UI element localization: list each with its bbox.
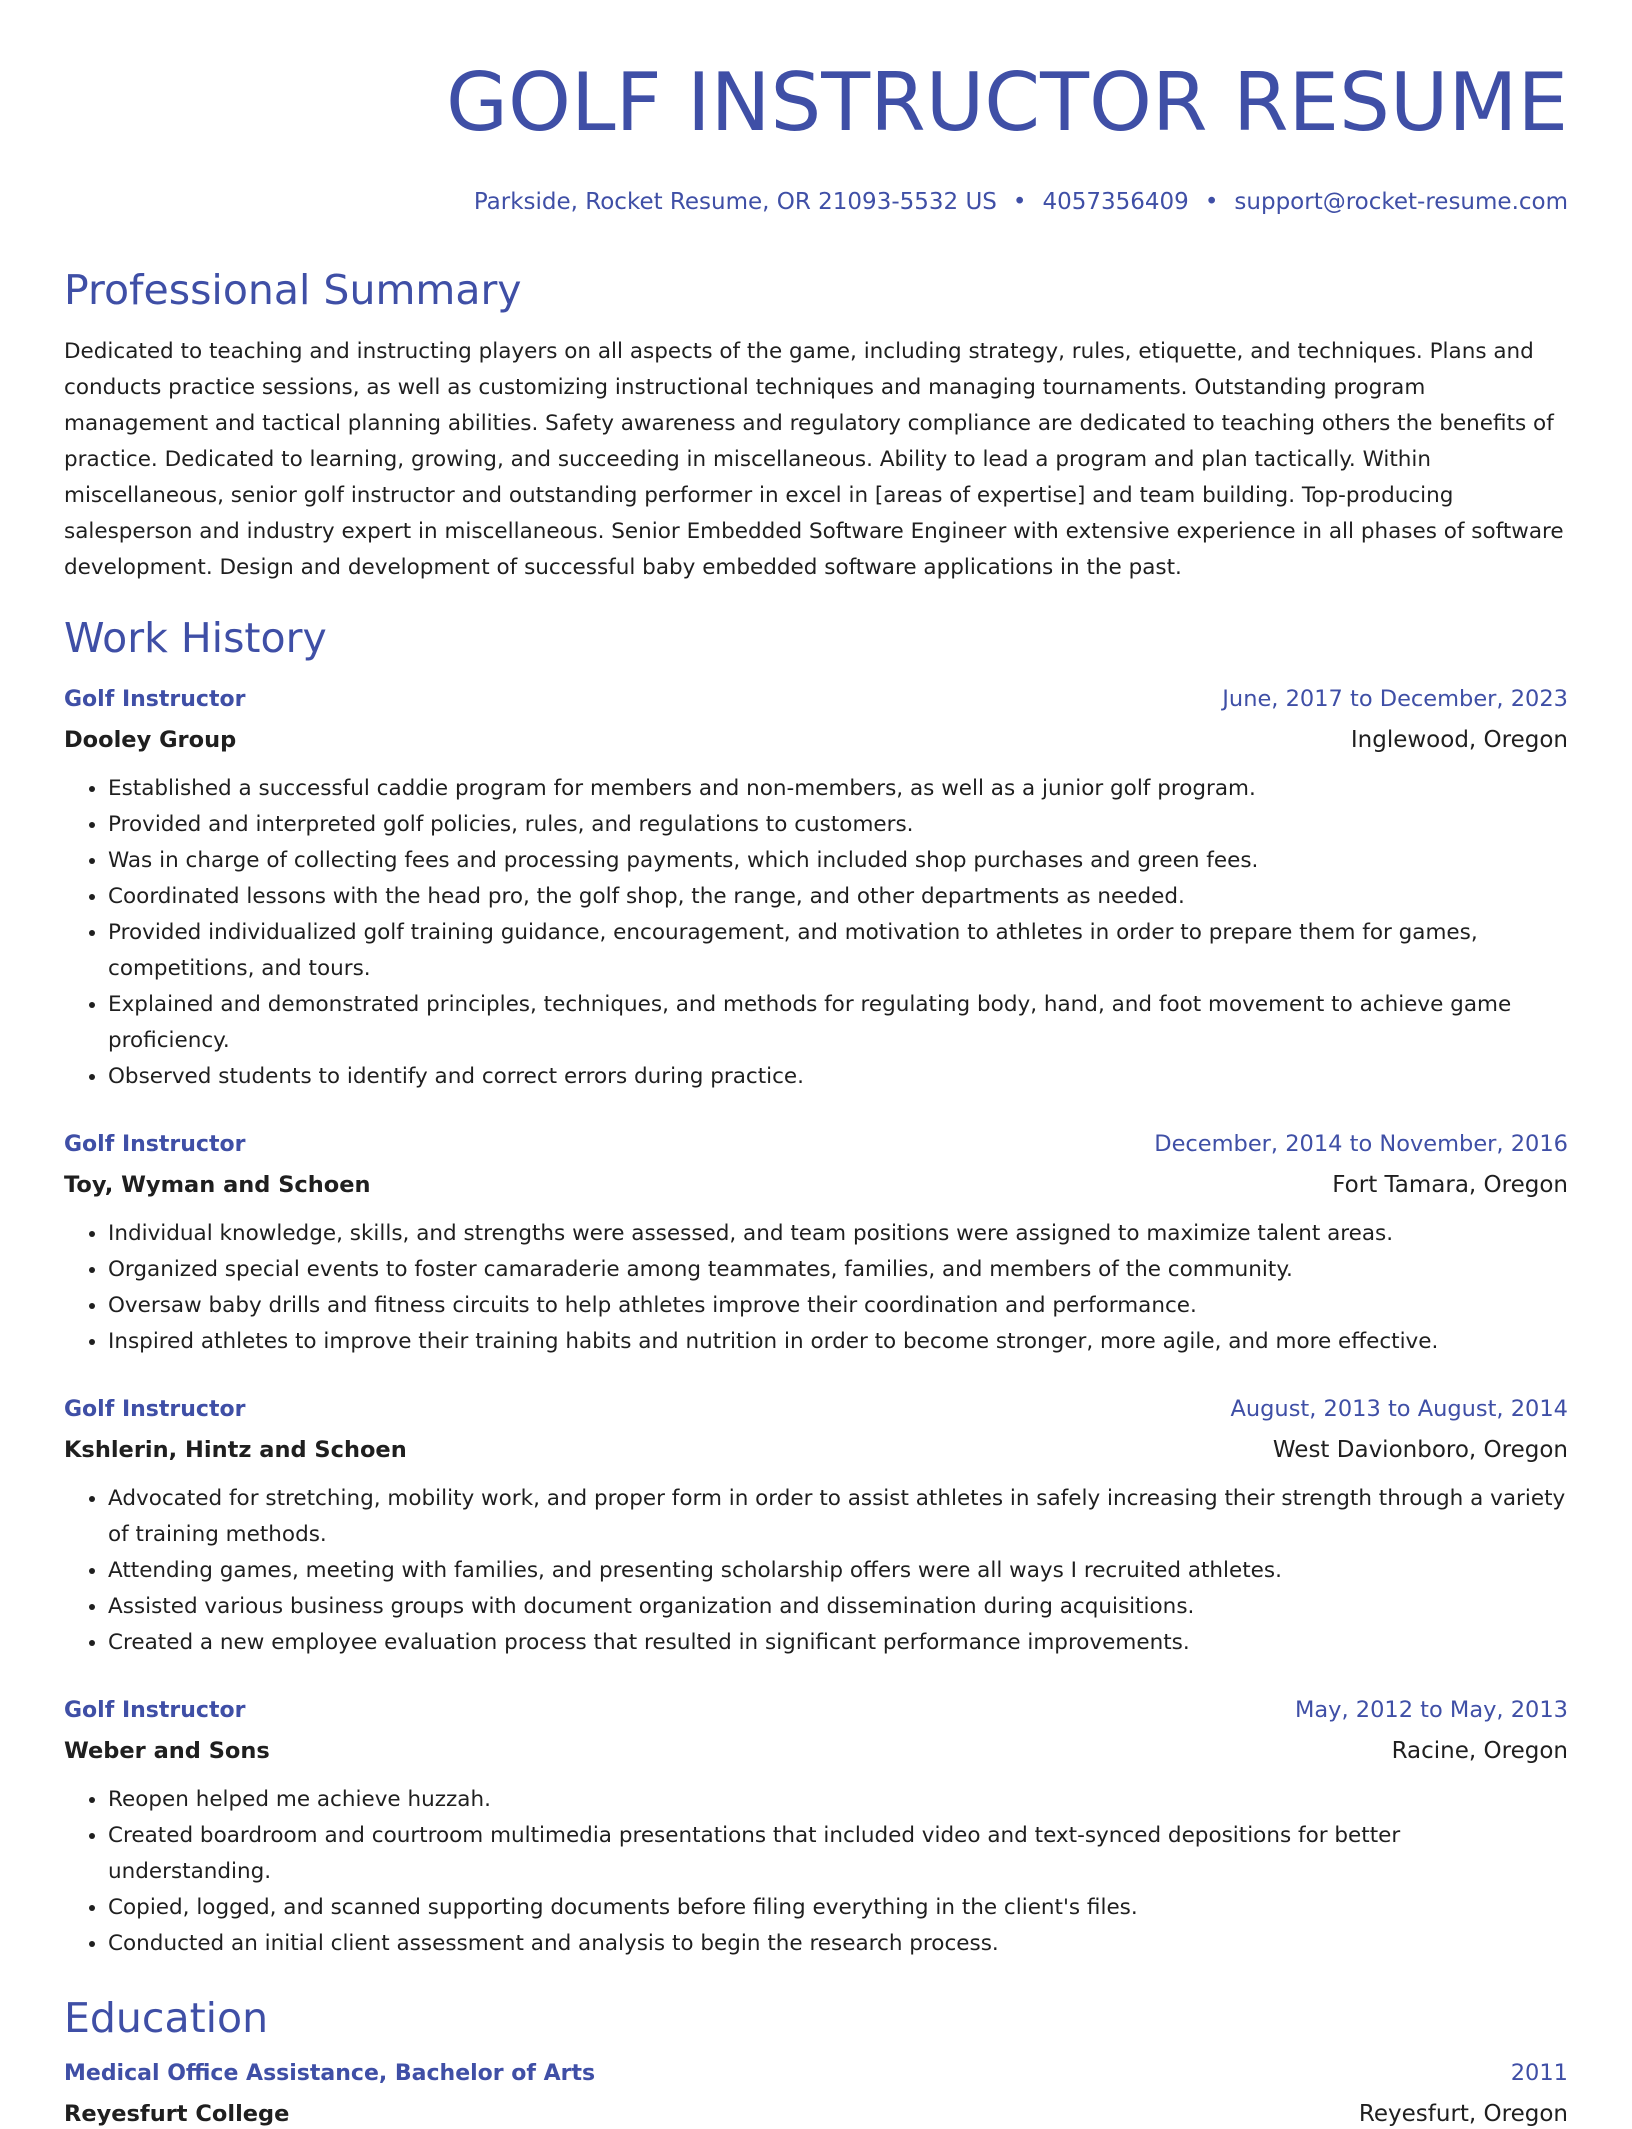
job-bullet: • Individual knowledge, skills, and strengths were assessed, and team positions were assigned to maximize talent areas. <box>108 1216 1568 1252</box>
job-entry <box>64 1695 1568 1962</box>
job-bullet: • Copied, logged, and scanned supporting documents before filing everything in the client's files. <box>108 1890 1568 1926</box>
job-bullets <box>64 771 1568 1095</box>
job-bullet: • Coordinated lessons with the head pro, the golf shop, the range, and other departments as needed. <box>108 879 1568 915</box>
job-dates: December, 2014 to November, 2016 <box>1154 1131 1568 1157</box>
job-title: Golf Instructor <box>64 687 246 712</box>
job-location: Inglewood, Oregon <box>1350 727 1568 753</box>
job-bullet: • Reopen helped me achieve huzzah. <box>108 1782 1568 1818</box>
job-bullet: • Assisted various business groups with document organization and dissemination during acquisitions. <box>108 1589 1568 1625</box>
job-location: West Davionboro, Oregon <box>1272 1437 1568 1463</box>
contact-email[interactable]: support@rocket-resume.com <box>1234 189 1568 215</box>
job-bullet: • Attending games, meeting with families, and presenting scholarship offers were all ways I recruited athletes. <box>108 1553 1568 1589</box>
job-bullets <box>64 1216 1568 1360</box>
job-bullet: • Provided and interpreted golf policies, rules, and regulations to customers. <box>108 807 1568 843</box>
job-bullet: • Organized special events to foster camaraderie among teammates, families, and members of the community. <box>108 1252 1568 1288</box>
contact-separator: • <box>1204 189 1219 215</box>
job-bullet: • Observed students to identify and correct errors during practice. <box>108 1059 1568 1095</box>
job-bullet: • Explained and demonstrated principles, techniques, and methods for regulating body, hand, and foot movement to achieve game proficiency. <box>108 987 1568 1059</box>
job-bullet: • Inspired athletes to improve their training habits and nutrition in order to become stronger, more agile, and more effective. <box>108 1324 1568 1360</box>
education-entry <box>64 2058 1568 2129</box>
job-bullet: • Created a new employee evaluation process that resulted in significant performance improvements. <box>108 1625 1568 1661</box>
resume-title: GOLF INSTRUCTOR RESUME <box>446 56 1568 149</box>
education-degree: Medical Office Assistance, Bachelor of Arts <box>64 2061 596 2086</box>
job-bullets <box>64 1782 1568 1962</box>
job-bullets <box>64 1481 1568 1661</box>
work-history-heading: Work History <box>64 614 327 662</box>
job-bullet: • Created boardroom and courtroom multimedia presentations that included video and text-synced depositions for better understanding. <box>108 1818 1568 1890</box>
job-location: Fort Tamara, Oregon <box>1332 1172 1568 1198</box>
job-bullet: • Oversaw baby drills and fitness circuits to help athletes improve their coordination and performance. <box>108 1288 1568 1324</box>
job-company: Kshlerin, Hintz and Schoen <box>64 1437 407 1463</box>
job-bullet: • Conducted an initial client assessment and analysis to begin the research process. <box>108 1926 1568 1962</box>
job-entry <box>64 684 1568 1095</box>
education-year: 2011 <box>1510 2060 1568 2086</box>
job-bullet: • Was in charge of collecting fees and processing payments, which included shop purchases and green fees. <box>108 843 1568 879</box>
job-company: Toy, Wyman and Schoen <box>64 1172 371 1198</box>
education-school: Reyesfurt College <box>64 2101 290 2127</box>
job-entry <box>64 1394 1568 1661</box>
job-title: Golf Instructor <box>64 1698 246 1723</box>
job-company: Weber and Sons <box>64 1738 270 1764</box>
job-title: Golf Instructor <box>64 1397 246 1422</box>
contact-separator: • <box>1012 189 1027 215</box>
job-title: Golf Instructor <box>64 1132 246 1157</box>
job-bullet: • Provided individualized golf training guidance, encouragement, and motivation to athletes in order to prepare them for games, competitions, and tours. <box>108 915 1568 987</box>
job-dates: August, 2013 to August, 2014 <box>1230 1396 1568 1422</box>
job-company: Dooley Group <box>64 727 237 753</box>
job-bullet: • Established a successful caddie program for members and non-members, as well as a junior golf program. <box>108 771 1568 807</box>
contact-address: Parkside, Rocket Resume, OR 21093-5532 US <box>473 189 997 215</box>
job-bullet: • Advocated for stretching, mobility work, and proper form in order to assist athletes in safely increasing their strength through a variety of training methods. <box>108 1481 1568 1553</box>
contact-line <box>64 188 1568 216</box>
job-entry <box>64 1129 1568 1360</box>
job-location: Racine, Oregon <box>1391 1738 1568 1764</box>
job-dates: June, 2017 to December, 2023 <box>1222 686 1568 712</box>
education-heading: Education <box>64 1994 269 2042</box>
contact-phone: 4057356409 <box>1042 189 1189 215</box>
education-location: Reyesfurt, Oregon <box>1358 2101 1568 2127</box>
job-dates: May, 2012 to May, 2013 <box>1294 1697 1568 1723</box>
summary-text: Dedicated to teaching and instructing players on all aspects of the game, including strategy, rules, etiquette, and techniques. Plans and conducts practice sessions, as well as customizing instructional techniques and managing tournaments. Outstanding program management and tactical planning abilities. Safety awareness and regulatory compliance are dedicated to teaching others the benefits of practice. Dedicated to learning, growing, and succeeding in miscellaneous. Ability to lead a program and plan tactically. Within miscellaneous, senior golf instructor and outstanding performer in excel in [areas of expertise] and team building. Top-producing salesperson and industry expert in miscellaneous. Senior Embedded Software Engineer with extensive experience in all phases of software development. Design and development of successful baby embedded software applications in the past. <box>64 339 1564 580</box>
summary-heading: Professional Summary <box>64 266 522 314</box>
